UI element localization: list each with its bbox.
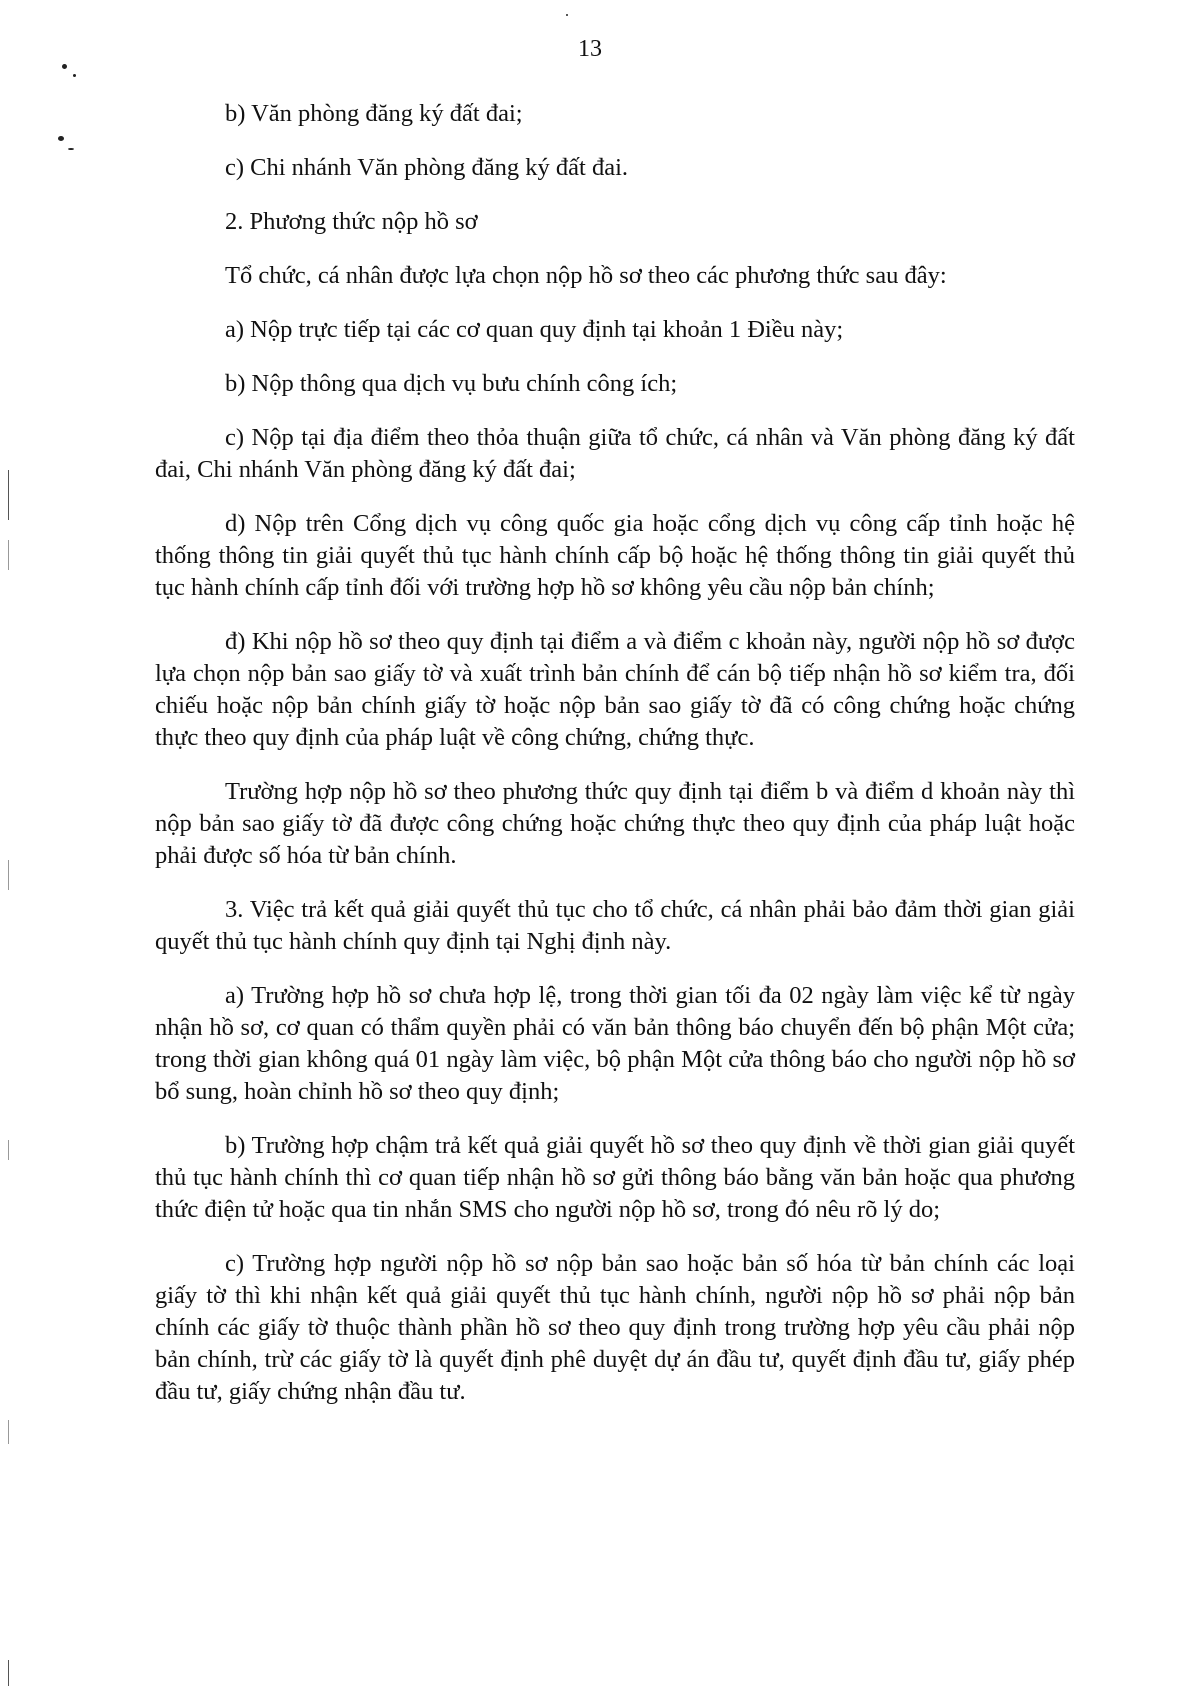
result-a-invalid-dossier: a) Trường hợp hồ sơ chưa hợp lệ, trong thời gian tối đa 02 ngày làm việc kể từ ngày nhận hồ sơ, cơ quan có thẩm quyền phải có văn bản thông báo chuyển đến bộ phận Một cửa; trong thời gian không quá 01 ngày làm việc, bộ phận Một cửa thông báo cho người nộp hồ sơ bổ sung, hoàn chỉnh hồ sơ theo quy định;: [155, 982, 1075, 1105]
scan-edge-mark: [8, 1660, 9, 1686]
scan-edge-mark: [8, 470, 9, 520]
method-d-online-portal: d) Nộp trên Cổng dịch vụ công quốc gia hoặc cổng dịch vụ công cấp tỉnh hoặc hệ thống thông tin giải quyết thủ tục hành chính cấp bộ hoặc hệ thống thông tin giải quyết thủ tục hành chính cấp tỉnh đối với trường hợp hồ sơ không yêu cầu nộp bản chính;: [155, 510, 1075, 601]
section-3-results: 3. Việc trả kết quả giải quyết thủ tục cho tổ chức, cá nhân phải bảo đảm thời gian giải quyết thủ tục hành chính quy định tại Nghị định này.: [155, 896, 1075, 955]
method-a-direct: a) Nộp trực tiếp tại các cơ quan quy định tại khoản 1 Điều này;: [225, 316, 844, 343]
scan-edge-mark: [8, 1140, 9, 1160]
paragraph-certified-copies: Trường hợp nộp hồ sơ theo phương thức quy định tại điểm b và điểm d khoản này thì nộp bản sao giấy tờ đã được công chứng hoặc chứng thực theo quy định của pháp luật hoặc phải được số hóa từ bản chính.: [155, 778, 1075, 869]
page-number: 13: [578, 36, 602, 62]
scan-speck: [58, 136, 64, 141]
method-b-postal: b) Nộp thông qua dịch vụ bưu chính công ích;: [225, 370, 678, 397]
submission-methods-intro: Tổ chức, cá nhân được lựa chọn nộp hồ sơ theo các phương thức sau đây:: [225, 262, 947, 289]
result-b-delay-notice: b) Trường hợp chậm trả kết quả giải quyết hồ sơ theo quy định về thời gian giải quyết thủ tục hành chính thì cơ quan tiếp nhận hồ sơ gửi thông báo bằng văn bản hoặc qua phương thức điện tử hoặc qua tin nhắn SMS cho người nộp hồ sơ, trong đó nêu rõ lý do;: [155, 1132, 1075, 1223]
scan-edge-mark: [8, 540, 9, 570]
scan-speck: [68, 148, 74, 150]
item-c-land-registration-branch: c) Chi nhánh Văn phòng đăng ký đất đai.: [225, 154, 629, 181]
scan-speck: [62, 64, 67, 69]
item-b-land-registration-office: b) Văn phòng đăng ký đất đai;: [225, 100, 523, 127]
scan-speck: [73, 74, 76, 77]
section-2-heading: 2. Phương thức nộp hồ sơ: [225, 208, 478, 235]
scan-edge-mark: [8, 860, 9, 890]
scan-edge-mark: [8, 1420, 9, 1444]
scan-speck: [566, 14, 568, 16]
result-c-original-documents: c) Trường hợp người nộp hồ sơ nộp bản sao hoặc bản số hóa từ bản chính các loại giấy tờ thì khi nhận kết quả giải quyết thủ tục hành chính, người nộp hồ sơ phải nộp bản chính các giấy tờ thuộc thành phần hồ sơ theo quy định trong trường hợp yêu cầu phải nộp bản chính, trừ các giấy tờ là quyết định phê duyệt dự án đầu tư, quyết định đầu tư, giấy phép đầu tư, giấy chứng nhận đầu tư.: [155, 1250, 1075, 1405]
document-body: [155, 98, 1075, 1430]
method-dd-copies: đ) Khi nộp hồ sơ theo quy định tại điểm a và điểm c khoản này, người nộp hồ sơ được lựa chọn nộp bản sao giấy tờ và xuất trình bản chính để cán bộ tiếp nhận hồ sơ kiểm tra, đối chiếu hoặc nộp bản chính giấy tờ hoặc nộp bản sao giấy tờ đã có công chứng hoặc chứng thực theo quy định của pháp luật về công chứng, chứng thực.: [155, 628, 1075, 751]
method-c-agreed-location: c) Nộp tại địa điểm theo thỏa thuận giữa tổ chức, cá nhân và Văn phòng đăng ký đất đai, Chi nhánh Văn phòng đăng ký đất đai;: [155, 424, 1075, 483]
